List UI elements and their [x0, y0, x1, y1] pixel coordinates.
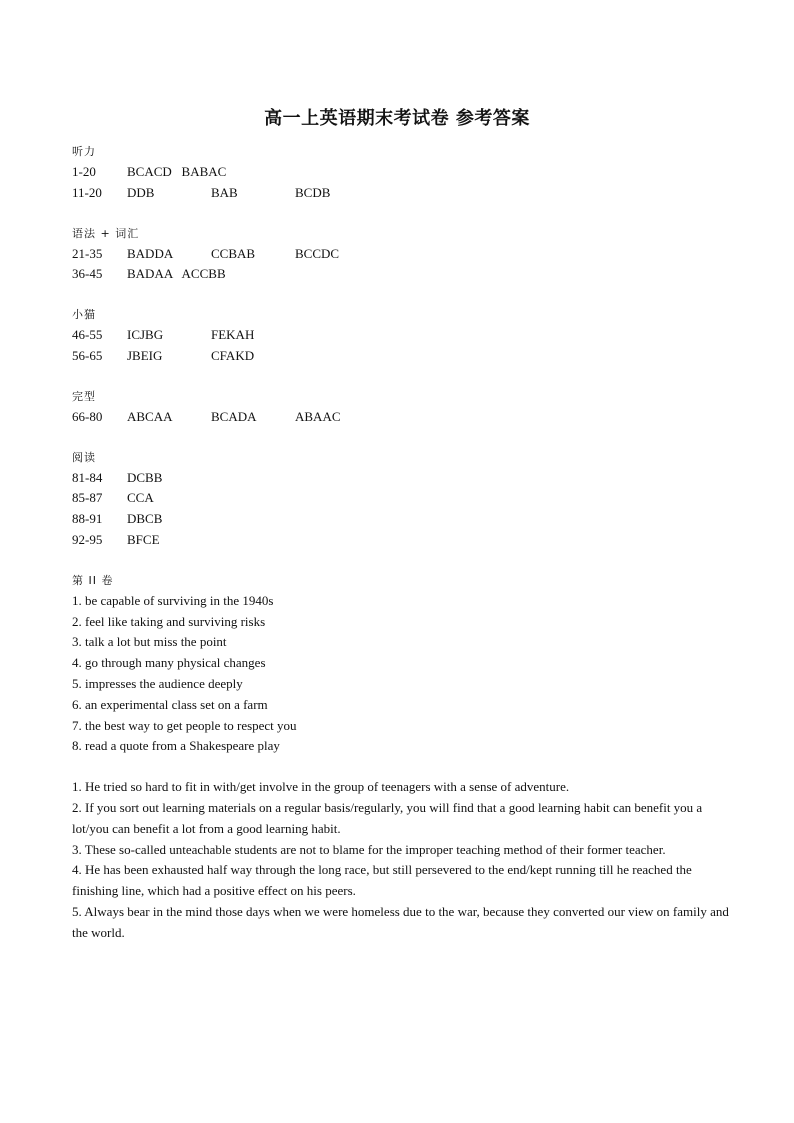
answer-group: ABCAA	[127, 408, 173, 424]
answer-group: CCA	[127, 490, 154, 506]
answer-group: BCCDC	[295, 245, 340, 261]
answer-sections	[72, 142, 732, 551]
question-range: 85-87	[72, 490, 103, 506]
answer-group: CCBAB	[211, 245, 256, 261]
page-title: 高一上英语期末考试卷 参考答案	[264, 108, 530, 129]
answer-content	[72, 142, 732, 944]
answer-row	[72, 325, 732, 346]
part2-item: 6. an experimental class set on a farm	[72, 696, 268, 712]
answer-section	[72, 142, 732, 204]
question-range: 66-80	[72, 408, 103, 424]
translation-sentence: 2. If you sort out learning materials on a regular basis/regularly, you will find that a good learning habit can benefit you a lot/you can benefit a lot from a good learning habit.	[72, 799, 703, 836]
answer-row	[72, 488, 732, 509]
answer-group: BCACD BABAC	[127, 164, 227, 179]
part2-list	[72, 591, 732, 757]
question-range: 46-55	[72, 327, 103, 343]
answer-group: DDB	[127, 184, 155, 200]
answer-row	[72, 183, 732, 204]
question-range: 21-35	[72, 245, 103, 261]
answer-section	[72, 305, 732, 367]
answer-row	[72, 468, 732, 489]
question-range: 88-91	[72, 511, 103, 527]
part2-item: 8. read a quote from a Shakespeare play	[72, 738, 280, 754]
answer-group: ICJBG	[127, 327, 164, 343]
answer-section	[72, 387, 732, 428]
part2-heading: 第 II 卷	[72, 573, 114, 587]
answer-group: BADAA ACCBB	[127, 266, 226, 282]
translation-sentence: 4. He has been exhausted half way through the long race, but still persevered to the end/kept running till he reached the finishing line, which had a positive effect on his peers.	[72, 862, 692, 899]
answer-group: CFAKD	[211, 347, 255, 363]
answer-group: BFCE	[127, 531, 160, 547]
answer-group: BCDB	[295, 184, 331, 200]
part2-item: 5. impresses the audience deeply	[72, 675, 243, 691]
answer-group: BCADA	[211, 408, 257, 424]
answer-group: FEKAH	[211, 327, 255, 343]
question-range: 81-84	[72, 469, 103, 485]
translation-list	[72, 777, 732, 943]
answer-row	[72, 407, 732, 428]
part2-item: 4. go through many physical changes	[72, 655, 266, 671]
answer-row	[72, 244, 732, 265]
question-range: 1-20	[72, 164, 96, 179]
answer-row	[72, 346, 732, 367]
answer-row	[72, 530, 732, 551]
answer-row	[72, 264, 732, 285]
answer-group: ABAAC	[295, 408, 341, 424]
answer-group: BAB	[211, 184, 238, 200]
question-range: 92-95	[72, 531, 103, 547]
part2-section	[72, 571, 732, 757]
part2-item: 7. the best way to get people to respect you	[72, 717, 297, 733]
answer-row	[72, 509, 732, 530]
question-range: 11-20	[72, 184, 102, 200]
section-heading: 听力	[72, 145, 96, 158]
answer-group: DBCB	[127, 511, 163, 527]
answer-section	[72, 224, 732, 286]
answer-group: DCBB	[127, 469, 163, 485]
answer-group: JBEIG	[127, 347, 163, 363]
part2-item: 2. feel like taking and surviving risks	[72, 613, 266, 629]
section-heading: 小猫	[72, 308, 96, 322]
translation-sentence: 3. These so-called unteachable students are not to blame for the improper teaching method of their former teacher.	[72, 841, 666, 857]
question-range: 56-65	[72, 347, 103, 363]
part2-item: 1. be capable of surviving in the 1940s	[72, 592, 274, 608]
part2-item: 3. talk a lot but miss the point	[72, 634, 227, 650]
answer-section	[72, 448, 732, 551]
section-heading: 完型	[72, 389, 96, 403]
question-range: 36-45	[72, 266, 103, 282]
section-heading: 阅读	[72, 450, 96, 464]
answer-row	[72, 162, 732, 183]
translation-sentence: 1. He tried so hard to fit in with/get involve in the group of teenagers with a sense of adventure.	[72, 779, 570, 795]
section-heading: 语法 + 词汇	[72, 226, 140, 240]
answer-group: BADDA	[127, 245, 174, 261]
translation-sentence: 5. Always bear in the mind those days when we were homeless due to the war, because they converted our view on family and the world.	[72, 903, 729, 940]
